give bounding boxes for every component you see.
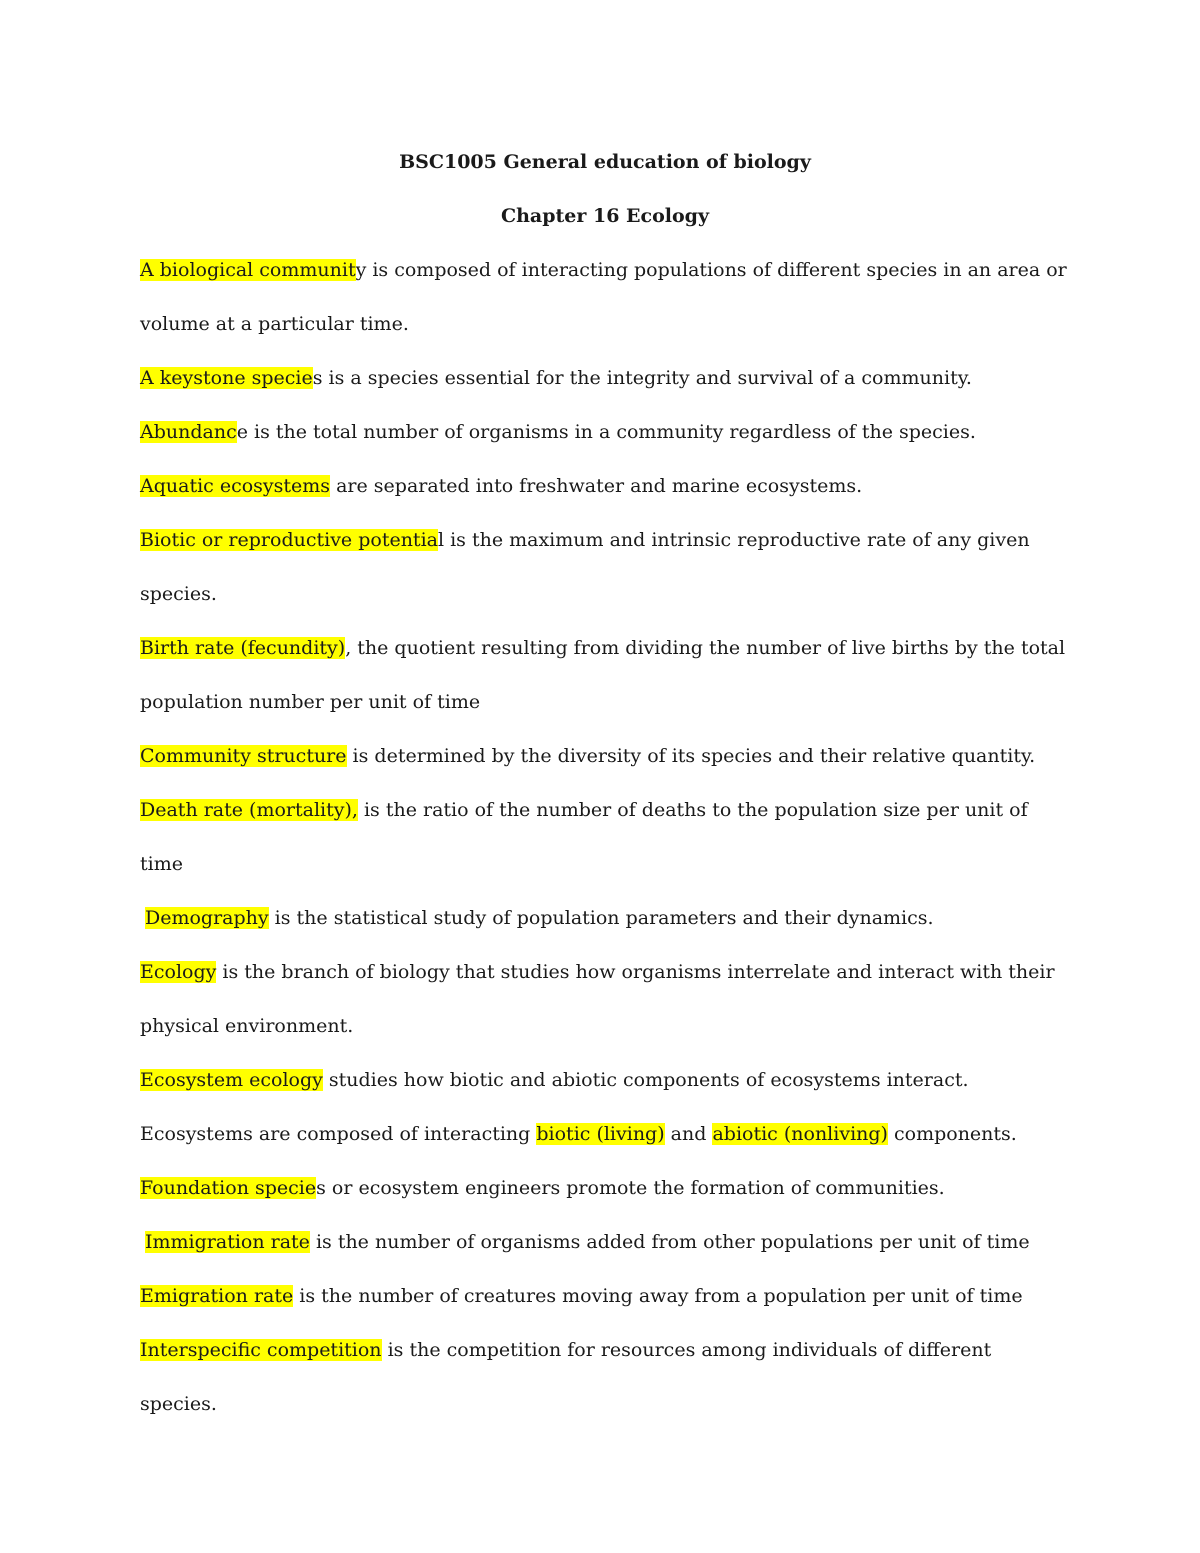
highlighted-term: abiotic (nonliving): [712, 1123, 888, 1145]
highlighted-term: Abundanc: [140, 421, 237, 443]
highlighted-term: Aquatic ecosystems: [140, 475, 331, 497]
definition-text: is determined by the diversity of its species and their relative quantity.: [346, 745, 1036, 767]
highlighted-term: Immigration rate: [145, 1231, 310, 1253]
paragraph-abundance: [140, 405, 1070, 459]
paragraph-birth-rate: [140, 621, 1070, 729]
paragraph-biotic-potential: [140, 513, 1070, 621]
document-title: BSC1005 General education of biology: [399, 151, 811, 173]
highlighted-term: Ecology: [140, 961, 217, 983]
highlighted-term: Death rate (mortality),: [140, 799, 358, 821]
definition-text: studies how biotic and abiotic components of ecosystems interact.: [322, 1069, 969, 1091]
paragraph-demography: [140, 891, 1070, 945]
document-page: [140, 135, 1073, 1431]
definition-text: and: [664, 1123, 713, 1145]
paragraph-ecology: [140, 945, 1070, 1053]
paragraph-keystone-species: [140, 351, 1070, 405]
paragraph-immigration-rate: [140, 1215, 1070, 1269]
definition-text: is the statistical study of population parameters and their dynamics.: [268, 907, 934, 929]
definition-text: e is the total number of organisms in a community regardless of the species.: [236, 421, 976, 443]
definition-text: is the ratio of the number of deaths to the population size per unit of time: [140, 799, 1034, 875]
definition-text: l is the maximum and intrinsic reproductive rate of any given species.: [140, 529, 1036, 605]
definition-text: , the quotient resulting from dividing the number of live births by the total population number per unit of time: [140, 637, 1072, 713]
definition-text: Ecosystems are composed of interacting: [140, 1123, 537, 1145]
definition-text: is the number of creatures moving away from a population per unit of time: [293, 1285, 1023, 1307]
highlighted-term: Emigration rate: [140, 1285, 294, 1307]
highlighted-term: Foundation specie: [140, 1177, 317, 1199]
paragraph-aquatic-ecosystems: [140, 459, 1070, 513]
paragraph-community-structure: [140, 729, 1070, 783]
highlighted-term: Interspecific competition: [140, 1339, 382, 1361]
paragraph-ecosystem-ecology: [140, 1053, 1070, 1107]
highlighted-term: Community structure: [140, 745, 347, 767]
definition-text: are separated into freshwater and marine ecosystems.: [330, 475, 863, 497]
definition-text: is the number of organisms added from other populations per unit of time: [309, 1231, 1030, 1253]
highlighted-term: Demography: [145, 907, 269, 929]
definition-text: s or ecosystem engineers promote the formation of communities.: [316, 1177, 945, 1199]
highlighted-term: Ecosystem ecology: [140, 1069, 323, 1091]
highlighted-term: biotic (living): [536, 1123, 665, 1145]
definition-text: s is a species essential for the integrity and survival of a community.: [312, 367, 972, 389]
definition-text: is the competition for resources among individuals of different species.: [140, 1339, 998, 1415]
paragraph-biological-community: [140, 243, 1073, 351]
definition-text: components.: [887, 1123, 1017, 1145]
highlighted-term: Birth rate (fecundity): [140, 637, 346, 659]
paragraph-foundation-species: [140, 1161, 1070, 1215]
chapter-title: Chapter 16 Ecology: [500, 205, 710, 227]
definition-text: is the branch of biology that studies how organisms interrelate and interact with their physical environment.: [140, 961, 1061, 1037]
paragraph-death-rate: [140, 783, 1070, 891]
paragraph-emigration-rate: [140, 1269, 1070, 1323]
highlighted-term: A biological communit: [140, 259, 356, 281]
paragraph-interspecific-competition: [140, 1323, 1070, 1431]
definition-text: y is composed of interacting populations of different species in an area or volume at a particular time.: [140, 259, 1073, 335]
paragraph-ecosystems-composition: [140, 1107, 1070, 1161]
highlighted-term: A keystone specie: [140, 367, 313, 389]
highlighted-term: Biotic or reproductive potentia: [140, 529, 438, 551]
